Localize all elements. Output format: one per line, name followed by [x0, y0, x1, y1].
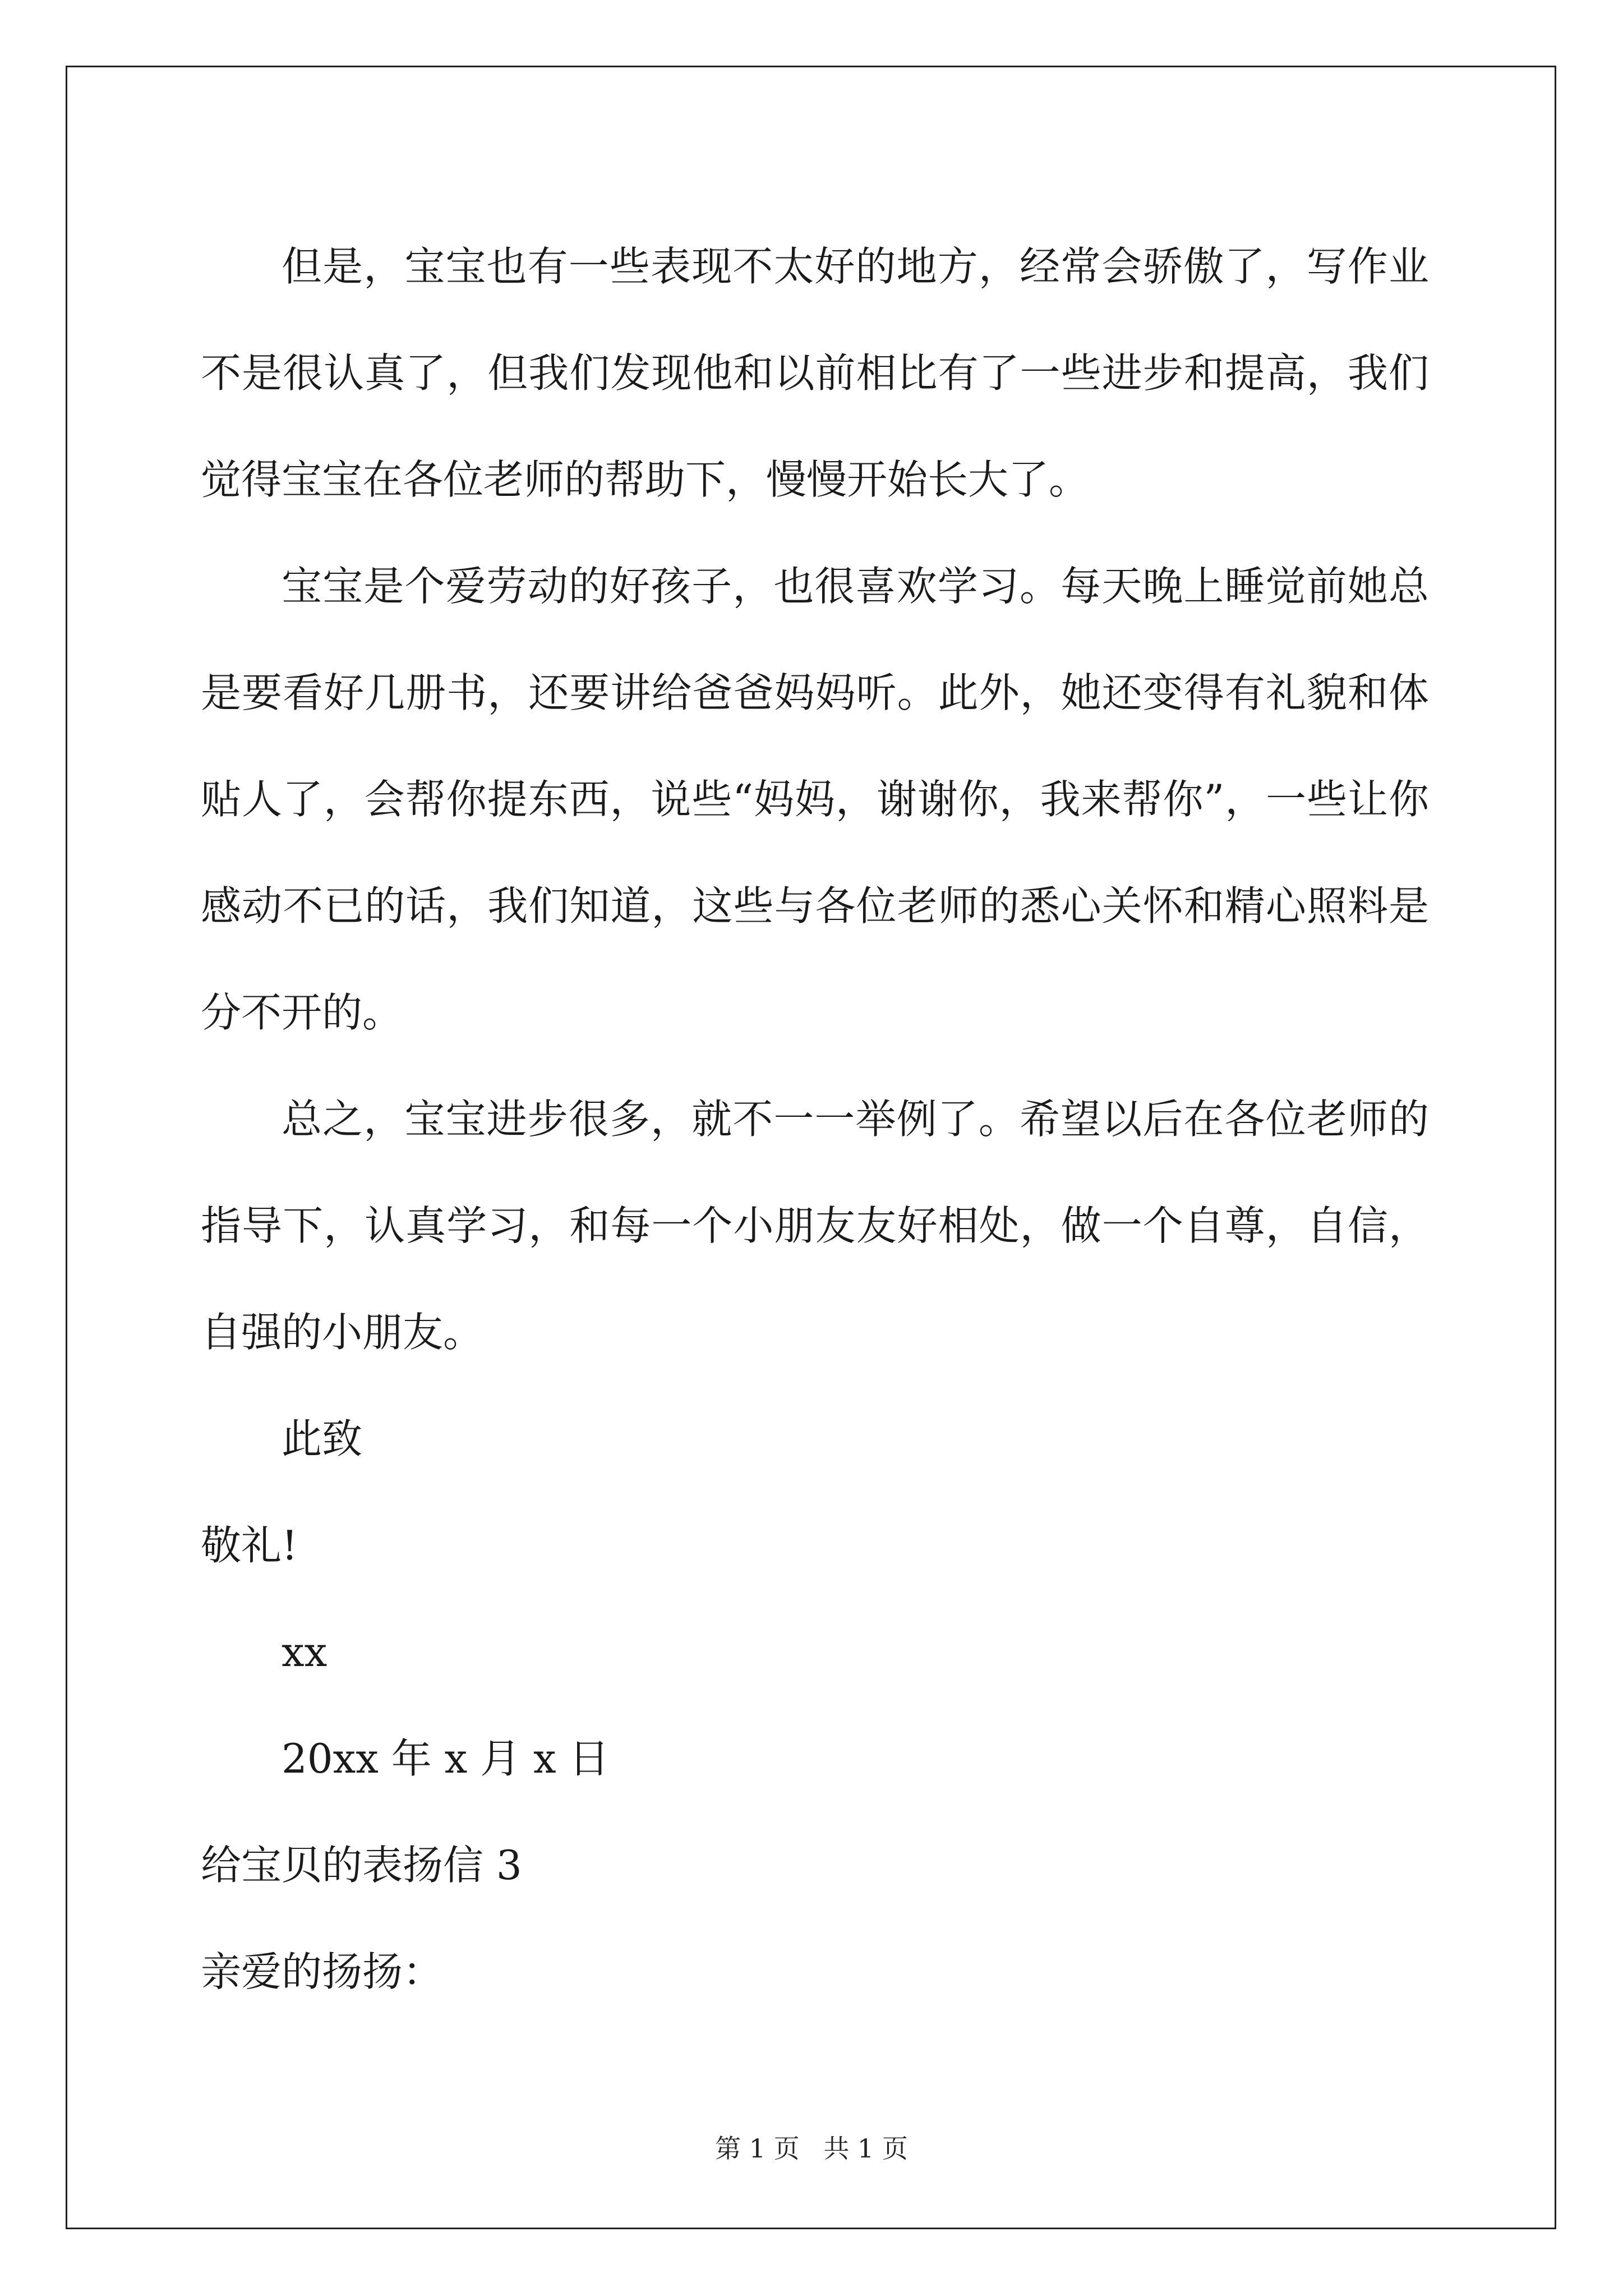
letter-date: 20xx 年 x 月 x 日: [282, 1735, 610, 1782]
page-count: 共 1 页: [823, 2133, 908, 2164]
document-body: [201, 213, 1429, 2025]
next-letter-greeting: 亲爱的扬扬：: [201, 1948, 444, 1995]
closing-regards: 敬礼!: [201, 1522, 298, 1569]
paragraph-2: 宝宝是个爱劳动的好孩子，也很喜欢学习。每天晚上睡觉前她总是要看好几册书，还要讲给爸爸妈妈听。此外，她还变得有礼貌和体贴人了，会帮你提东西，说些“妈妈，谢谢你，我来帮你”，一些让你感动不已的话，我们知道，这些与各位老师的悉心关怀和精心照料是分不开的。: [201, 563, 1429, 1036]
closing-salutation: 此致: [282, 1415, 363, 1462]
signature: xx: [282, 1628, 328, 1676]
page-footer: [0, 2132, 1623, 2165]
paragraph-3: 总之，宝宝进步很多，就不一一举例了。希望以后在各位老师的指导下，认真学习，和每一个小朋友友好相处，做一个自尊，自信，自强的小朋友。: [201, 1096, 1429, 1356]
page-number: 第 1 页: [715, 2133, 800, 2164]
paragraph-1: 但是，宝宝也有一些表现不太好的地方，经常会骄傲了，写作业不是很认真了，但我们发现他和以前相比有了一些进步和提高，我们觉得宝宝在各位老师的帮助下，慢慢开始长大了。: [201, 243, 1429, 503]
next-letter-title: 给宝贝的表扬信 3: [201, 1842, 522, 1889]
